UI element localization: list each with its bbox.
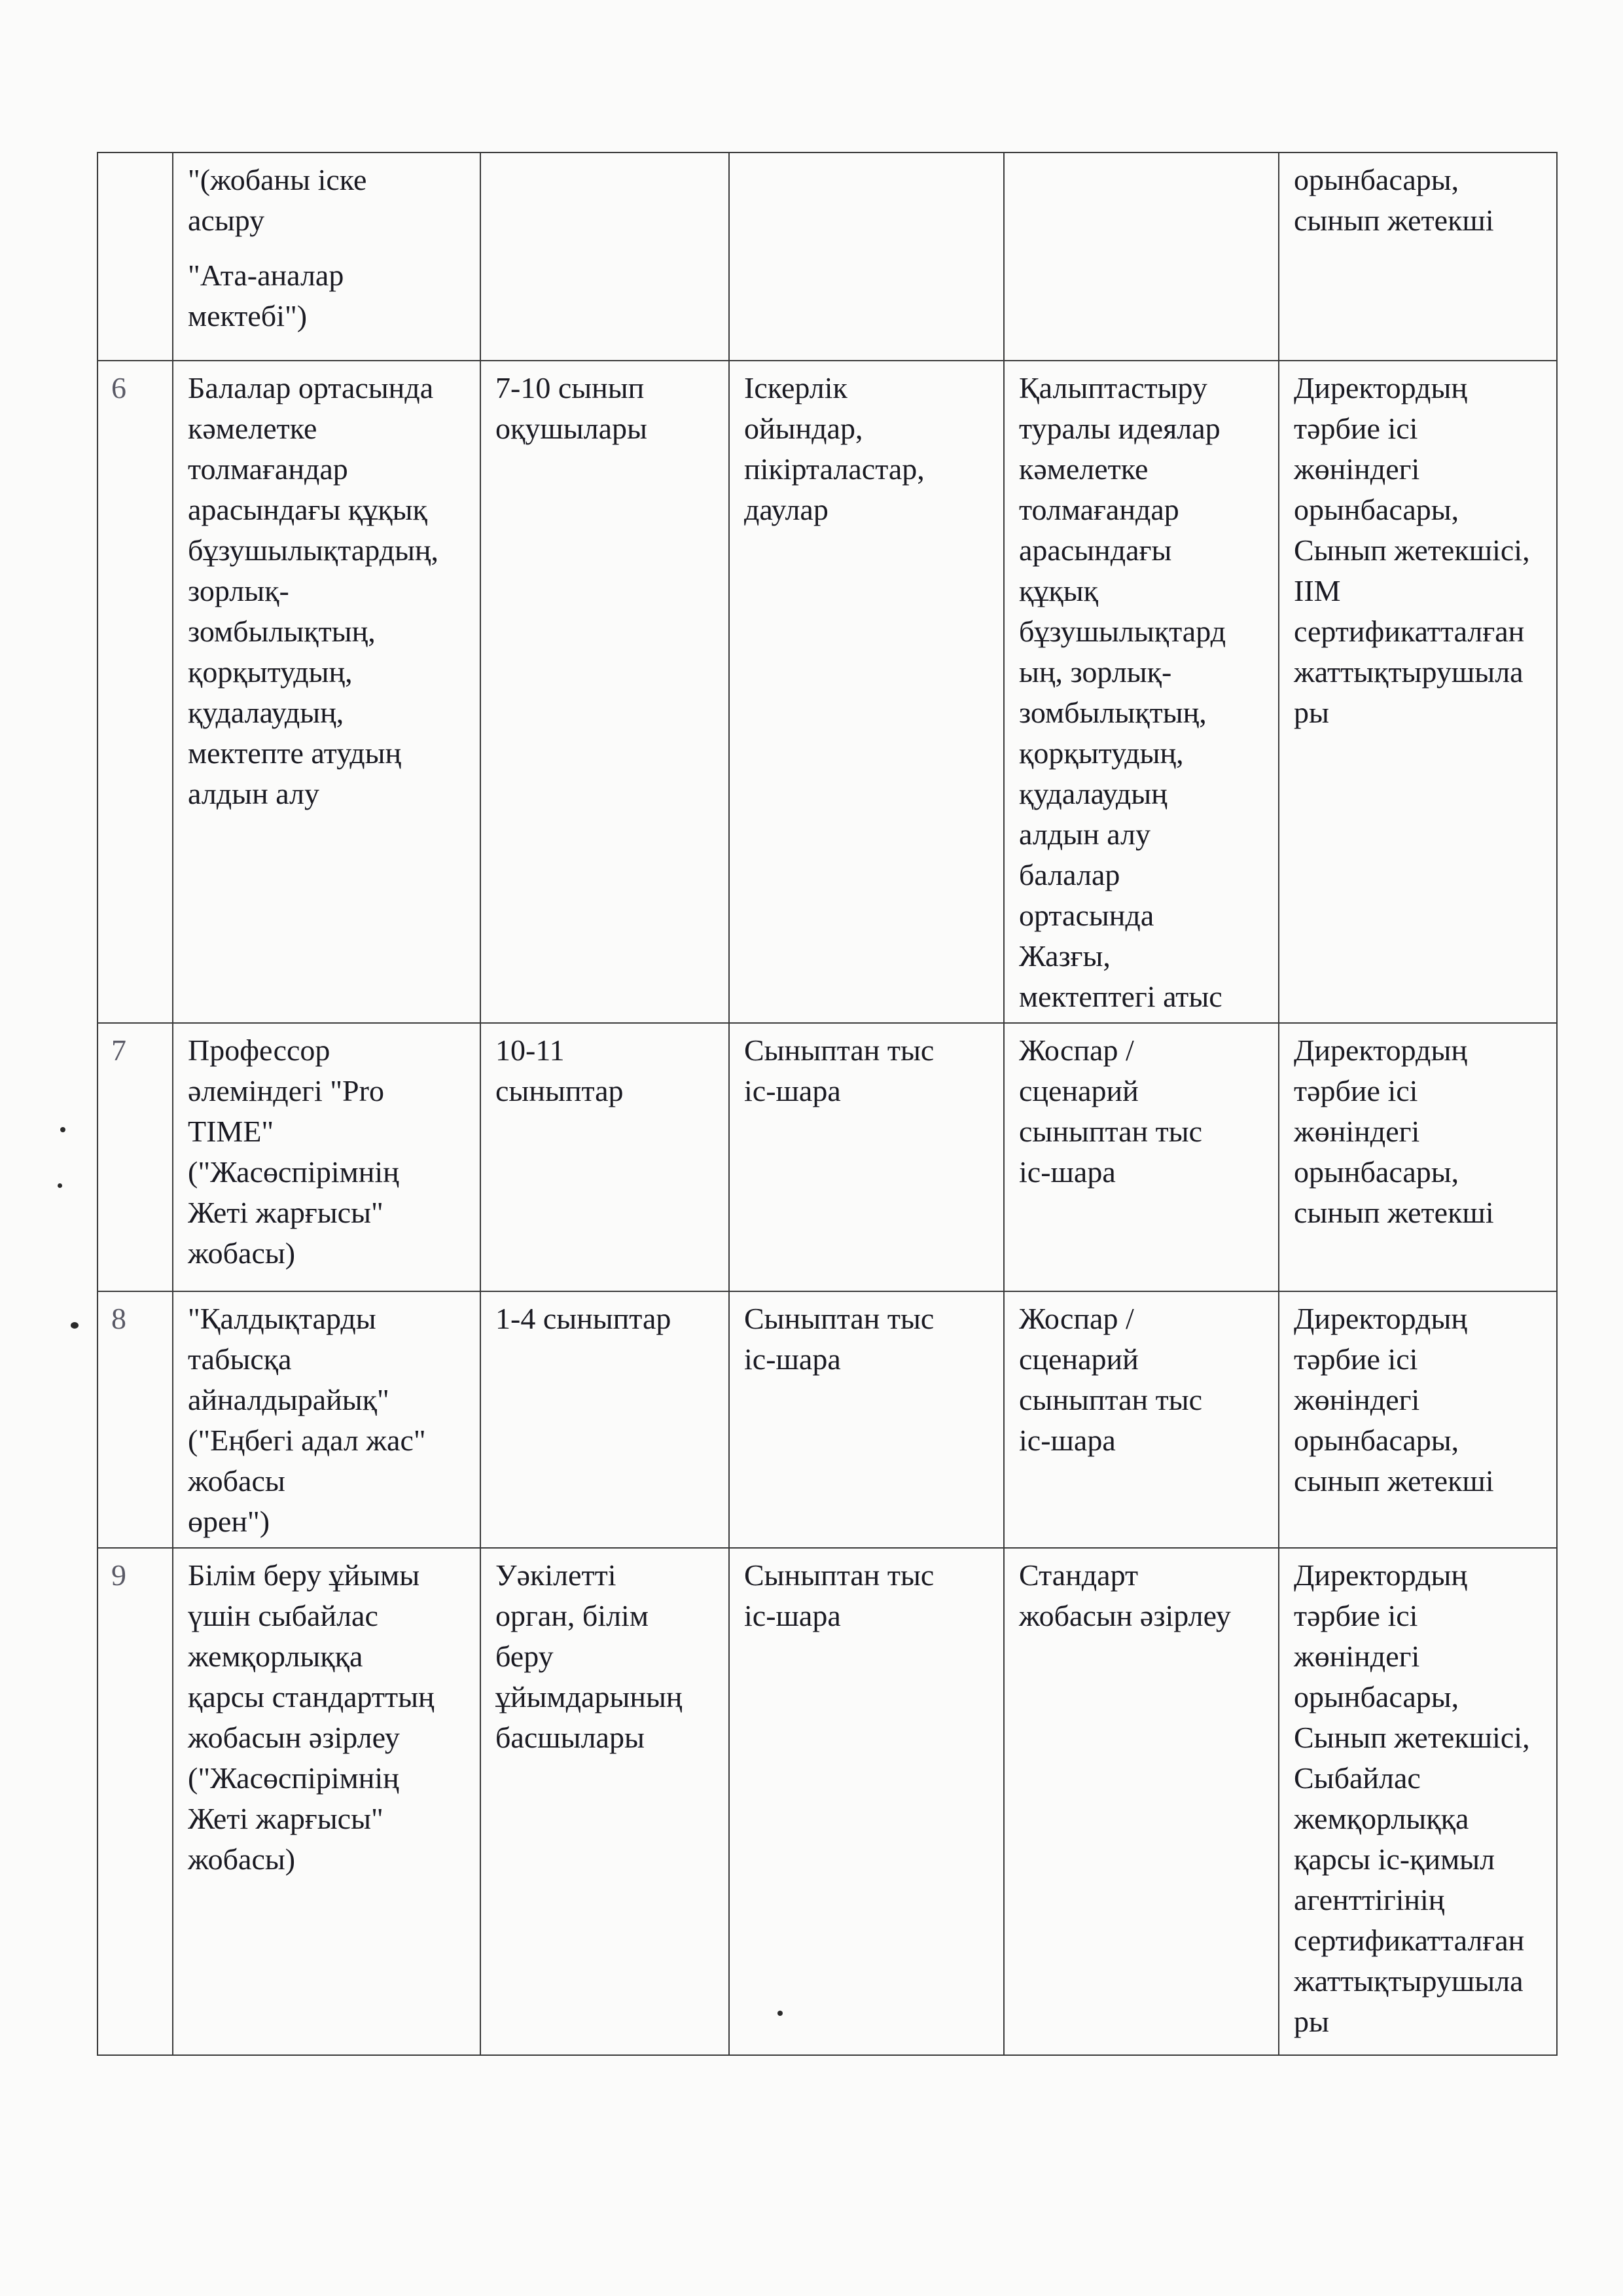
cell-line: Жоспар / — [1019, 1033, 1134, 1067]
cell-line: сыныптар — [495, 1074, 624, 1107]
cell-line: Сыныптан тыс — [744, 1558, 935, 1592]
line-gap — [188, 241, 471, 255]
cell-line: Директордың — [1294, 371, 1467, 404]
target-audience — [480, 1291, 729, 1548]
cell-line: айналдырайық" — [188, 1383, 389, 1416]
cell-line: орынбасары, — [1294, 1680, 1459, 1713]
event-title — [173, 1023, 480, 1291]
cell-line: қарсы стандарттың — [188, 1680, 435, 1713]
event-form — [729, 1023, 1004, 1291]
event-title — [173, 152, 480, 361]
cell-line: бұзушылықтард — [1019, 615, 1226, 648]
cell-line: мектептегі атыс — [1019, 980, 1222, 1013]
event-title — [173, 1548, 480, 2055]
cell-line: сценарий — [1019, 1074, 1139, 1107]
cell-line: арасындағы құқық — [188, 493, 427, 526]
cell-line: пікірталастар, — [744, 452, 925, 486]
responsible-persons — [1279, 1291, 1557, 1548]
cell-line: басшылары — [495, 1721, 645, 1754]
cell-line: Стандарт — [1019, 1558, 1139, 1592]
cell-line: Жеті жарғысы" — [188, 1802, 383, 1835]
expected-result — [1004, 361, 1279, 1023]
responsible-persons — [1279, 152, 1557, 361]
cell-line: зорлық- — [188, 574, 289, 607]
cell-line: Білім беру ұйымы — [188, 1558, 420, 1592]
cell-line: қорқытудың, — [1019, 736, 1184, 770]
cell-line: жаттықтырушыла — [1294, 1964, 1524, 1998]
cell-line: орынбасары, — [1294, 163, 1459, 196]
event-form — [729, 1548, 1004, 2055]
cell-line: сертификатталған — [1294, 615, 1525, 648]
cell-line: асыру — [188, 204, 265, 237]
cell-line: беру — [495, 1640, 554, 1673]
row-number: 8 — [98, 1291, 173, 1548]
cell-line: оқушылары — [495, 412, 647, 445]
cell-line: TIME" — [188, 1115, 274, 1148]
cell-line: іс-шара — [744, 1599, 841, 1632]
cell-line: өрен") — [188, 1505, 270, 1538]
cell-line: жөніндегі — [1294, 452, 1420, 486]
cell-line: Қалыптастыру — [1019, 371, 1207, 404]
row-number: 7 — [98, 1023, 173, 1291]
cell-line: орынбасары, — [1294, 1424, 1459, 1457]
cell-line: қорқытудың, — [188, 655, 353, 689]
cell-line: жаттықтырушыла — [1294, 655, 1524, 689]
cell-line: тәрбие ісі — [1294, 1599, 1418, 1632]
cell-line: сынып жетекші — [1294, 204, 1494, 237]
cell-line: Директордың — [1294, 1302, 1467, 1335]
event-form — [729, 361, 1004, 1023]
cell-line: 1-4 сыныптар — [495, 1302, 671, 1335]
cell-line: сынып жетекші — [1294, 1196, 1494, 1229]
cell-line: әлеміндегі "Pro — [188, 1074, 384, 1107]
cell-line: Уәкілетті — [495, 1558, 616, 1592]
row-number — [98, 152, 173, 361]
cell-line: үшін сыбайлас — [188, 1599, 378, 1632]
table-row — [98, 361, 1557, 1023]
cell-line: 7-10 сынып — [495, 371, 645, 404]
cell-line: Жазғы, — [1019, 939, 1111, 973]
cell-line: табысқа — [188, 1342, 292, 1376]
event-plan-table — [97, 152, 1558, 2056]
expected-result — [1004, 152, 1279, 361]
row-number: 9 — [98, 1548, 173, 2055]
cell-line: туралы идеялар — [1019, 412, 1221, 445]
target-audience — [480, 1548, 729, 2055]
cell-line: Жеті жарғысы" — [188, 1196, 383, 1229]
event-title — [173, 361, 480, 1023]
cell-line: ("Еңбегі адал жас" — [188, 1424, 426, 1457]
cell-line: Жоспар / — [1019, 1302, 1134, 1335]
cell-line: даулар — [744, 493, 829, 526]
table-row — [98, 1548, 1557, 2055]
cell-line: ұйымдарының — [495, 1680, 683, 1713]
cell-line: жобасын әзірлеу — [1019, 1599, 1231, 1632]
cell-line: сценарий — [1019, 1342, 1139, 1376]
cell-line: кәмелетке — [1019, 452, 1149, 486]
cell-line: балалар — [1019, 858, 1120, 891]
cell-line: алдын алу — [1019, 817, 1150, 851]
cell-line: ың, зорлық- — [1019, 655, 1172, 689]
cell-line: құқық — [1019, 574, 1098, 607]
cell-line: зомбылықтың, — [1019, 696, 1207, 729]
cell-line: толмағандар — [1019, 493, 1179, 526]
cell-line: жөніндегі — [1294, 1115, 1420, 1148]
cell-line: орган, білім — [495, 1599, 649, 1632]
target-audience — [480, 152, 729, 361]
cell-line: Сынып жетекшісі, — [1294, 533, 1530, 567]
event-form — [729, 1291, 1004, 1548]
responsible-persons — [1279, 361, 1557, 1023]
cell-line: жобасы — [188, 1464, 285, 1498]
cell-line: іс-шара — [744, 1342, 841, 1376]
cell-line: 10-11 — [495, 1033, 565, 1067]
cell-line: агенттігінің — [1294, 1883, 1445, 1916]
cell-line: жобасын әзірлеу — [188, 1721, 400, 1754]
responsible-persons — [1279, 1548, 1557, 2055]
scan-speck — [58, 1183, 62, 1188]
cell-line: орынбасары, — [1294, 1155, 1459, 1189]
cell-line: қудалаудың, — [188, 696, 344, 729]
expected-result — [1004, 1548, 1279, 2055]
cell-line: Директордың — [1294, 1558, 1467, 1592]
cell-line: Сыныптан тыс — [744, 1302, 935, 1335]
cell-line: Сыныптан тыс — [744, 1033, 935, 1067]
cell-line: жемқорлыққа — [1294, 1802, 1469, 1835]
expected-result — [1004, 1291, 1279, 1548]
cell-line: Сынып жетекшісі, — [1294, 1721, 1530, 1754]
cell-line: Профессор — [188, 1033, 330, 1067]
cell-line: жобасы) — [188, 1236, 296, 1270]
cell-line: тәрбие ісі — [1294, 412, 1418, 445]
cell-line: толмағандар — [188, 452, 348, 486]
cell-line: Балалар ортасында — [188, 371, 434, 404]
cell-line: жөніндегі — [1294, 1383, 1420, 1416]
cell-line: орынбасары, — [1294, 493, 1459, 526]
event-title — [173, 1291, 480, 1548]
cell-line: бұзушылықтардың, — [188, 533, 439, 567]
cell-line: сыныптан тыс — [1019, 1383, 1203, 1416]
cell-line: қарсы іс-қимыл — [1294, 1842, 1495, 1876]
cell-line: сертификатталған — [1294, 1924, 1525, 1957]
cell-line: жемқорлыққа — [188, 1640, 363, 1673]
table-row — [98, 1023, 1557, 1291]
scan-speck — [71, 1322, 79, 1329]
cell-line: "Ата-аналар — [188, 259, 344, 292]
expected-result — [1004, 1023, 1279, 1291]
cell-line: сынып жетекші — [1294, 1464, 1494, 1498]
cell-line: жөніндегі — [1294, 1640, 1420, 1673]
target-audience — [480, 361, 729, 1023]
cell-line: іс-шара — [1019, 1424, 1116, 1457]
cell-line: Іскерлік — [744, 371, 847, 404]
cell-line: тәрбие ісі — [1294, 1342, 1418, 1376]
cell-line: қудалаудың — [1019, 777, 1168, 810]
row-number: 6 — [98, 361, 173, 1023]
target-audience — [480, 1023, 729, 1291]
cell-line: жобасы) — [188, 1842, 296, 1876]
cell-line: ры — [1294, 696, 1329, 729]
cell-line: ("Жасөспірімнің — [188, 1761, 399, 1795]
scan-speck — [60, 1127, 65, 1132]
table-row — [98, 152, 1557, 361]
cell-line: ортасында — [1019, 899, 1154, 932]
cell-line: зомбылықтың, — [188, 615, 376, 648]
cell-line: ойындар, — [744, 412, 863, 445]
cell-line: арасындағы — [1019, 533, 1172, 567]
cell-line: "(жобаны іске — [188, 163, 367, 196]
cell-line: "Қалдықтарды — [188, 1302, 376, 1335]
cell-line: ІІМ — [1294, 574, 1341, 607]
cell-line: алдын алу — [188, 777, 319, 810]
cell-line: кәмелетке — [188, 412, 317, 445]
cell-line: іс-шара — [744, 1074, 841, 1107]
cell-line: Сыбайлас — [1294, 1761, 1421, 1795]
cell-line: мектепте атудың — [188, 736, 402, 770]
cell-line: мектебі") — [188, 299, 308, 332]
table-row — [98, 1291, 1557, 1548]
cell-line: тәрбие ісі — [1294, 1074, 1418, 1107]
cell-line: сыныптан тыс — [1019, 1115, 1203, 1148]
cell-line: ("Жасөспірімнің — [188, 1155, 399, 1189]
cell-line: Директордың — [1294, 1033, 1467, 1067]
cell-line: ры — [1294, 2005, 1329, 2038]
responsible-persons — [1279, 1023, 1557, 1291]
cell-line: іс-шара — [1019, 1155, 1116, 1189]
event-form — [729, 152, 1004, 361]
